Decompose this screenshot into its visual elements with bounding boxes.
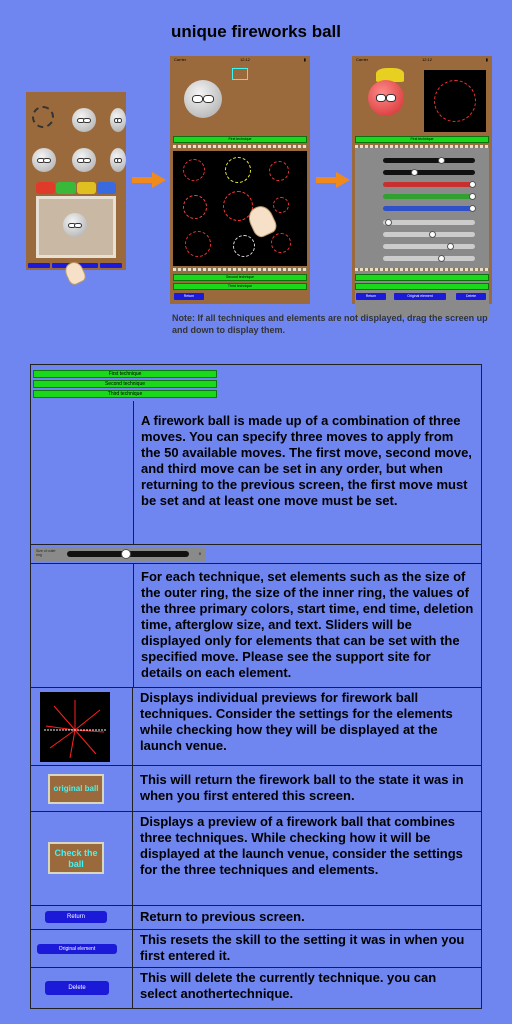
firework-preview <box>424 70 486 132</box>
ball-face-icon <box>184 80 222 118</box>
slider <box>383 232 475 237</box>
row-description: A firework ball is made up of a combination of three moves. You can specify three moves to apply from the 50 available moves. The first move, second move, and third move can be set in any order, but when returning to the previous screen, the first move must be set and at least one move must be set. <box>141 413 472 508</box>
arrow-right-icon <box>132 172 166 188</box>
row-description: For each technique, set elements such as the size of the outer ring, the size of the inner ring, the values of the three primary colors, start time, end time, deletion time, afterglow size, and text. Sliders will be displayed only for elements that can be set with the specified move. Please see the support site for details on each element. <box>141 569 474 680</box>
first-technique-bar: First technique <box>173 136 307 143</box>
original-ball-button[interactable]: original ball <box>48 774 104 804</box>
return-button: Return <box>356 293 386 300</box>
firework-icon <box>185 231 211 257</box>
firework-icon <box>183 159 205 181</box>
slider <box>383 256 475 261</box>
row-description: This will delete the currently technique. you can select anothertechnique. <box>140 970 437 1001</box>
firework-preview <box>40 692 110 762</box>
third-technique-button[interactable]: Third technique <box>33 390 217 398</box>
technique-bar <box>355 274 489 281</box>
technique-bar <box>355 283 489 290</box>
ball-face-icon <box>32 148 56 172</box>
second-technique-button[interactable]: Second technique <box>33 380 217 388</box>
row-description: This will return the firework ball to the state it was in when you first entered this screen. <box>140 772 464 803</box>
ball-face-icon <box>110 148 126 172</box>
ball-face-icon <box>72 108 96 132</box>
table-row <box>31 930 481 968</box>
table-row <box>31 688 481 766</box>
first-technique-button[interactable]: First technique <box>33 370 217 378</box>
slider-blue <box>383 206 475 211</box>
delete-button: Delete <box>456 293 486 300</box>
table-row <box>31 968 481 1008</box>
table-row <box>31 766 481 812</box>
return-button: Return <box>174 293 204 300</box>
note-text: Note: If all techniques and elements are not displayed, drag the screen up and down to display them. <box>172 313 488 335</box>
color-ball-row <box>36 182 116 194</box>
table-row <box>31 812 481 906</box>
mini-button <box>28 263 50 268</box>
original-element-button[interactable]: Original element <box>37 944 117 954</box>
mini-button <box>100 263 122 268</box>
row-description: Return to previous screen. <box>140 909 305 924</box>
check-icon <box>232 68 248 80</box>
delete-button[interactable]: Delete <box>45 981 109 995</box>
firework-burst-icon <box>40 692 110 762</box>
firework-icon <box>273 197 289 213</box>
rope-divider <box>173 268 307 271</box>
screenshot-technique-screen: Carrier 12:12 ▮ First technique Second technique Third technique Return <box>170 56 310 304</box>
slider-label: Size of outer ring <box>36 549 56 557</box>
empty-slot-icon <box>32 106 54 128</box>
return-button[interactable]: Return <box>45 911 107 923</box>
second-technique-bar: Second technique <box>173 274 307 281</box>
firework-icon <box>269 161 289 181</box>
firework-icon <box>271 233 291 253</box>
firework-icon <box>225 157 251 183</box>
firework-icon <box>233 235 255 257</box>
ball-face-icon <box>72 148 96 172</box>
explanation-table <box>30 364 482 1009</box>
original-element-button: Original element <box>394 293 446 300</box>
slider-green <box>383 194 475 199</box>
canvas-area <box>36 196 116 258</box>
table-row <box>31 365 481 545</box>
slider-track[interactable] <box>67 551 189 557</box>
table-row <box>31 906 481 930</box>
ball-face-icon <box>63 213 87 237</box>
divider <box>31 563 481 564</box>
firework-icon <box>183 195 207 219</box>
page-title: unique fireworks ball <box>170 22 342 41</box>
table-row <box>31 545 481 688</box>
ball-face-icon <box>110 108 126 132</box>
screenshot-select-screen <box>26 92 126 270</box>
screenshot-element-screen: Carrier 12:12 ▮ First technique Return Original element Delete <box>352 56 492 304</box>
technique-grid <box>173 151 307 266</box>
row-description: Displays individual previews for firework ball techniques. Consider the settings for the elements while checking how they will be displayed at the launch venue. <box>140 690 453 753</box>
slider <box>383 170 475 175</box>
slider <box>383 220 475 225</box>
row-description: This resets the skill to the setting it was in when you first entered it. <box>140 932 465 963</box>
element-slider[interactable] <box>33 547 205 561</box>
rope-divider <box>355 268 489 271</box>
slider <box>383 158 475 163</box>
slider-red <box>383 182 475 187</box>
ball-face-icon <box>368 80 404 116</box>
rope-divider <box>173 145 307 148</box>
arrow-right-icon <box>316 172 350 188</box>
slider-value: 0 <box>198 551 201 556</box>
check-the-ball-button[interactable]: Check the ball <box>48 842 104 874</box>
firework-icon <box>434 80 476 122</box>
first-technique-bar: First technique <box>355 136 489 143</box>
slider-knob[interactable] <box>121 549 131 559</box>
slider <box>383 244 475 249</box>
row-description: Displays a preview of a firework ball that combines three techniques. While checking how it will be displayed at the launch venue, consider the settings for the three techniques and elements. <box>140 814 463 877</box>
third-technique-bar: Third technique <box>173 283 307 290</box>
